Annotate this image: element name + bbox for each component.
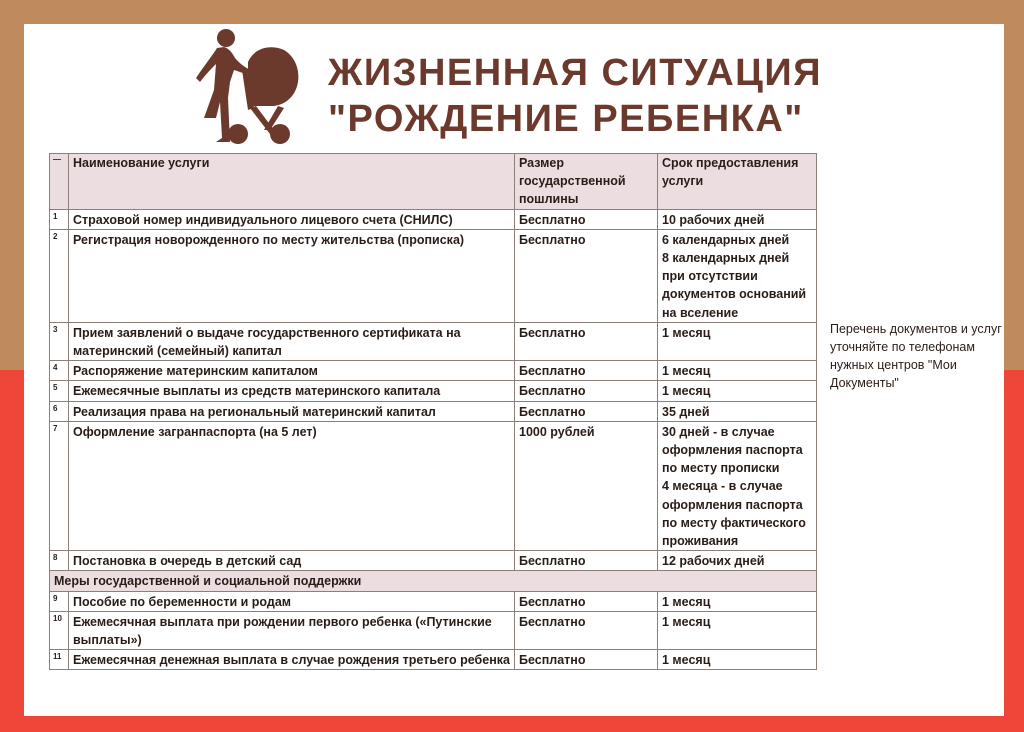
service-name: Оформление загранпаспорта (на 5 лет) [69, 421, 515, 550]
mother-with-stroller-icon [190, 26, 306, 150]
row-number: 7 [50, 421, 69, 550]
row-number: 3 [50, 322, 69, 360]
service-fee: Бесплатно [515, 401, 658, 421]
side-note: Перечень документов и услуг уточняйте по телефонам нужных центров "Мои Документы" [830, 322, 1002, 390]
row-number: 1 [50, 209, 69, 229]
service-term: 1 месяц [658, 650, 817, 670]
service-term: 1 месяц [658, 611, 817, 649]
table-row [50, 381, 817, 401]
services-table [49, 153, 817, 670]
page-title-line-1: ЖИЗНЕННАЯ СИТУАЦИЯ [328, 52, 823, 94]
row-number: 5 [50, 381, 69, 401]
table-row [50, 650, 817, 670]
service-fee: Бесплатно [515, 611, 658, 649]
service-fee: 1000 рублей [515, 421, 658, 550]
service-name: Страховой номер индивидуального лицевого счета (СНИЛС) [69, 209, 515, 229]
table-row [50, 209, 817, 229]
service-term: 1 месяц [658, 591, 817, 611]
service-name: Ежемесячная денежная выплата в случае рождения третьего ребенка [69, 650, 515, 670]
table-row [50, 591, 817, 611]
service-fee: Бесплатно [515, 361, 658, 381]
service-term: 30 дней - в случае оформления паспорта по месту прописки 4 месяца - в случае оформления паспорта по месту фактического проживания [658, 421, 817, 550]
service-term: 10 рабочих дней [658, 209, 817, 229]
row-number: 8 [50, 551, 69, 571]
header-fee: Размер государственной пошлины [515, 154, 658, 210]
table-row [50, 322, 817, 360]
header-service-name: Наименование услуги [69, 154, 515, 210]
page-title [328, 50, 822, 142]
service-term: 12 рабочих дней [658, 551, 817, 571]
service-fee: Бесплатно [515, 322, 658, 360]
service-fee: Бесплатно [515, 650, 658, 670]
service-term: 1 месяц [658, 381, 817, 401]
header-term: Срок предоставления услуги [658, 154, 817, 210]
table-header-row [50, 154, 817, 210]
row-number: 11 [50, 650, 69, 670]
section-header-row [50, 571, 817, 591]
service-name: Распоряжение материнским капиталом [69, 361, 515, 381]
service-fee: Бесплатно [515, 591, 658, 611]
service-name: Реализация права на региональный материнский капитал [69, 401, 515, 421]
header-num: — [50, 154, 69, 210]
table-row [50, 361, 817, 381]
service-term: 35 дней [658, 401, 817, 421]
service-fee: Бесплатно [515, 381, 658, 401]
service-fee: Бесплатно [515, 209, 658, 229]
table-row [50, 401, 817, 421]
table-row [50, 421, 817, 550]
service-term: 6 календарных дней 8 календарных дней при отсутствии документов оснований на вселение [658, 229, 817, 322]
section-title: Меры государственной и социальной поддержки [50, 571, 817, 591]
row-number: 6 [50, 401, 69, 421]
table-row [50, 551, 817, 571]
service-name: Ежемесячные выплаты из средств материнского капитала [69, 381, 515, 401]
row-number: 10 [50, 611, 69, 649]
row-number: 2 [50, 229, 69, 322]
service-name: Прием заявлений о выдаче государственного сертификата на материнский (семейный) капитал [69, 322, 515, 360]
service-name: Регистрация новорожденного по месту жительства (прописка) [69, 229, 515, 322]
service-name: Пособие по беременности и родам [69, 591, 515, 611]
page-title-line-2: "РОЖДЕНИЕ РЕБЕНКА" [328, 98, 804, 140]
service-term: 1 месяц [658, 361, 817, 381]
service-name: Ежемесячная выплата при рождении первого ребенка («Путинские выплаты») [69, 611, 515, 649]
row-number: 4 [50, 361, 69, 381]
service-term: 1 месяц [658, 322, 817, 360]
table-row [50, 611, 817, 649]
table-row [50, 229, 817, 322]
service-fee: Бесплатно [515, 551, 658, 571]
row-number: 9 [50, 591, 69, 611]
service-fee: Бесплатно [515, 229, 658, 322]
service-name: Постановка в очередь в детский сад [69, 551, 515, 571]
